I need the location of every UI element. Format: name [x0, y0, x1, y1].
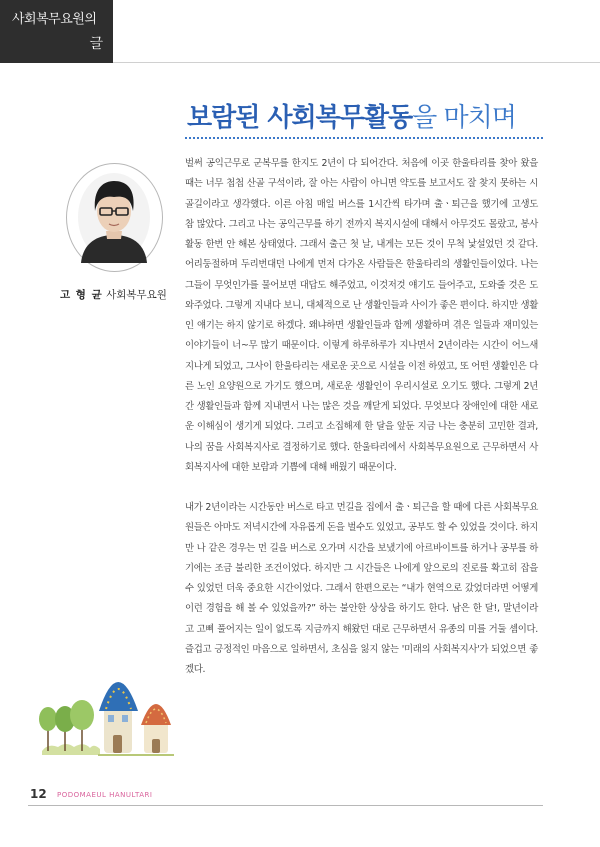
section-label-line2: 글	[89, 36, 103, 52]
author-name: 고 형 균	[60, 289, 103, 301]
page-title	[187, 97, 516, 134]
magazine-name: PODOMAEUL HANULTARI	[57, 791, 153, 799]
section-tab	[0, 0, 113, 63]
section-label-line1: 사회복무요원의	[12, 12, 97, 27]
header-divider	[113, 62, 600, 63]
page-number: 12	[30, 787, 47, 801]
article-body	[185, 154, 538, 680]
author-portrait	[75, 171, 153, 263]
author-role: 사회복무요원	[106, 289, 167, 301]
body-paragraph-1: 벌써 공익근무로 군복무를 한지도 2년이 다 되어간다. 처음에 이곳 한울타리를 찾아 왔을 때는 너무 첩첩 산골 구석이라, 잘 아는 사람이 아니면 약도를 보고서도 잘 찾지 못하는 시골길이라고 생각했다. 이른 아침 매일 버스를 1시간씩 타가며 출ㆍ퇴근을 했기에 고생도 참 많았다. 그리고 나는 공익근무를 하기 전까지 복지시설에 대해서 아무것도 몰랐고, 봉사활동 한번 안 해본 상태였다. 그래서 출근 첫 날, 내게는 모든 것이 무척 낯설었던 것 같다. 어리둥절하며 두리번대던 나에게 먼저 다가온 사람들은 한울타리의 생활인들이었다. 나는 그들이 무엇인가를 물어보면 대답도 해주었고, 이것저것 얘기도 들어주고, 도와줄 것은 도와주었다. 그렇게 지내다 보니, 대체적으로 난 생활인들과 사이가 좋은 편이다. 하지만 생활인 얘기는 하지 않기로 하겠다. 왜냐하면 생활인들과 함께 생활하며 겪은 일들과 재미있는 이야기들이 너~무 많기 때문이다. 이렇게 하루하루가 지나면서 2년이라는 시간이 어느새 지나게 되었고, 그사이 한울타리는 새로운 곳으로 시설을 이전 하였고, 또 어떤 생활인은 다른 노인 요양원으로 가기도 했으며, 새로운 생활인이 우리시설로 오기도 했다. 그렇게 2년간 생활인들과 함께 지내면서 나는 많은 것을 깨닫게 되었다. 무엇보다 장애인에 대한 새로운 이해심이 생기게 되었다. 그리고 소집해제 한 달을 앞둔 지금 나는 충분히 고민한 결과, 나의 꿈을 사회복지사로 결정하기로 했다. 한울타리에서 사회복무요원으로 근무하면서 사회복지사에 대한 보람과 기쁨에 대해 배웠기 때문이다.	[185, 158, 538, 473]
author-caption	[60, 287, 170, 302]
footer-divider	[28, 805, 543, 806]
title-underline	[185, 137, 543, 139]
body-paragraph-2: 내가 2년이라는 시간동안 버스로 타고 먼길을 집에서 출ㆍ퇴근을 할 때에 다른 사회복무요원들은 아마도 저녁시간에 자유롭게 돈을 벌수도 있었고, 공부도 할 수 있었을 것이다. 하지만 나 같은 경우는 먼 길을 버스로 오가며 시간을 보냈기에 아르바이트를 하거나 공부를 하기에는 조금 불리한 조건이었다. 하지만 그 시간들은 나에게 앞으로의 진로를 확고히 잡을 수 있었던 더욱 중요한 시간이었다. 그래서 한편으로는 “내가 현역으로 갔었더라면 어떻게 이런 경험을 해 볼 수 있었을까?” 하는 불안한 상상을 하기도 한다. 남은 한 달!, 말년이라고 고삐 풀어지는 일이 없도록 지금까지 해왔던 대로 근무하면서 유종의 미를 거둘 셈이다. 즐겁고 긍정적인 마음으로 일하면서, 초심을 잃지 않는 '미래의 사회복지사'가 되었으면 좋겠다.	[185, 502, 538, 675]
village-illustration	[28, 655, 178, 760]
title-light: 을 마치며	[412, 103, 516, 133]
title-strong: 보람된 사회복무활동	[187, 103, 413, 133]
